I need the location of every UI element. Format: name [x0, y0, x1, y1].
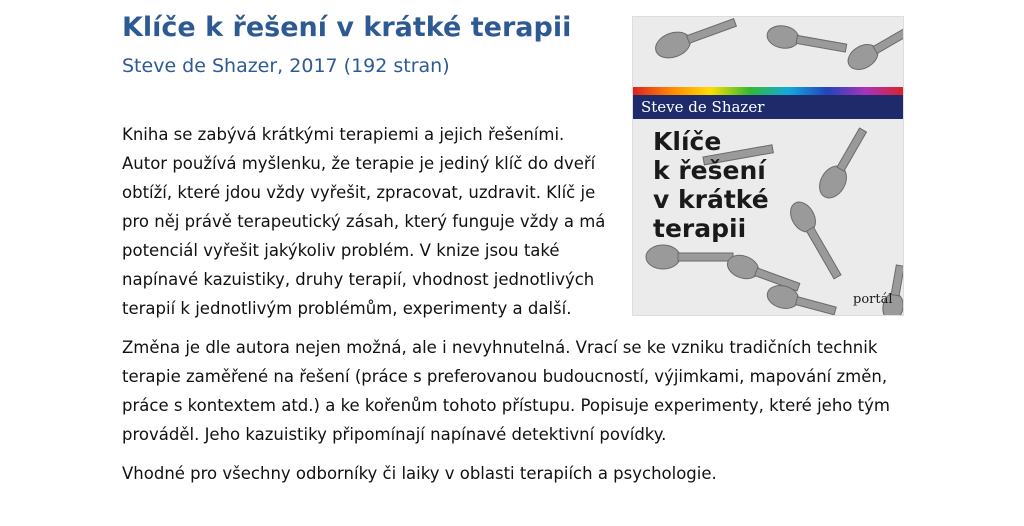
- description-paragraph-2: Změna je dle autora nejen možná, ale i nevyhnutelná. Vrací se ke vzniku tradičních technik terapie zaměřené na řešení (práce s preferovanou budoucností, výjimkami, mapování změn, práce s kontextem atd.) a ke kořenům tohoto přístupu. Popisuje experimenty, které jeho tým prováděl. Jeho kazuistiky připomínají napínavé detektivní povídky.: [122, 338, 890, 444]
- cover-title: [653, 127, 793, 243]
- cover-author: Steve de Shazer: [633, 95, 904, 119]
- cover-publisher: portál: [853, 292, 893, 307]
- book-title: Klíče k řešení v krátké terapii: [122, 12, 572, 43]
- cover-title-line: Klíče: [653, 127, 722, 156]
- cover-title-line: k řešení: [653, 156, 766, 185]
- cover-title-line: terapii: [653, 214, 747, 243]
- book-description: [122, 98, 904, 498]
- cover-rainbow-stripe: [633, 87, 904, 95]
- description-paragraph-3: Vhodné pro všechny odborníky či laiky v oblasti terapiích a psychologie.: [122, 464, 717, 483]
- book-meta: Steve de Shazer, 2017 (192 stran): [122, 55, 450, 77]
- description-paragraph-1: Kniha se zabývá krátkými terapiemi a jejich řešeními. Autor používá myšlenku, že terapie je jediný klíč do dveří obtíží, které jdou vždy vyřešit, zpracovat, uzdravit. Klíč je pro něj právě terapeutický zásah, který funguje vždy a má potenciál vyřešit jakýkoliv problém. V knize jsou také napínavé kazuistiky, druhy terapií, vhodnost jednotlivých terapií k jednotlivým problémům, experimenty a další.: [122, 125, 606, 318]
- book-cover: [632, 16, 904, 316]
- cover-title-line: v krátké: [653, 185, 769, 214]
